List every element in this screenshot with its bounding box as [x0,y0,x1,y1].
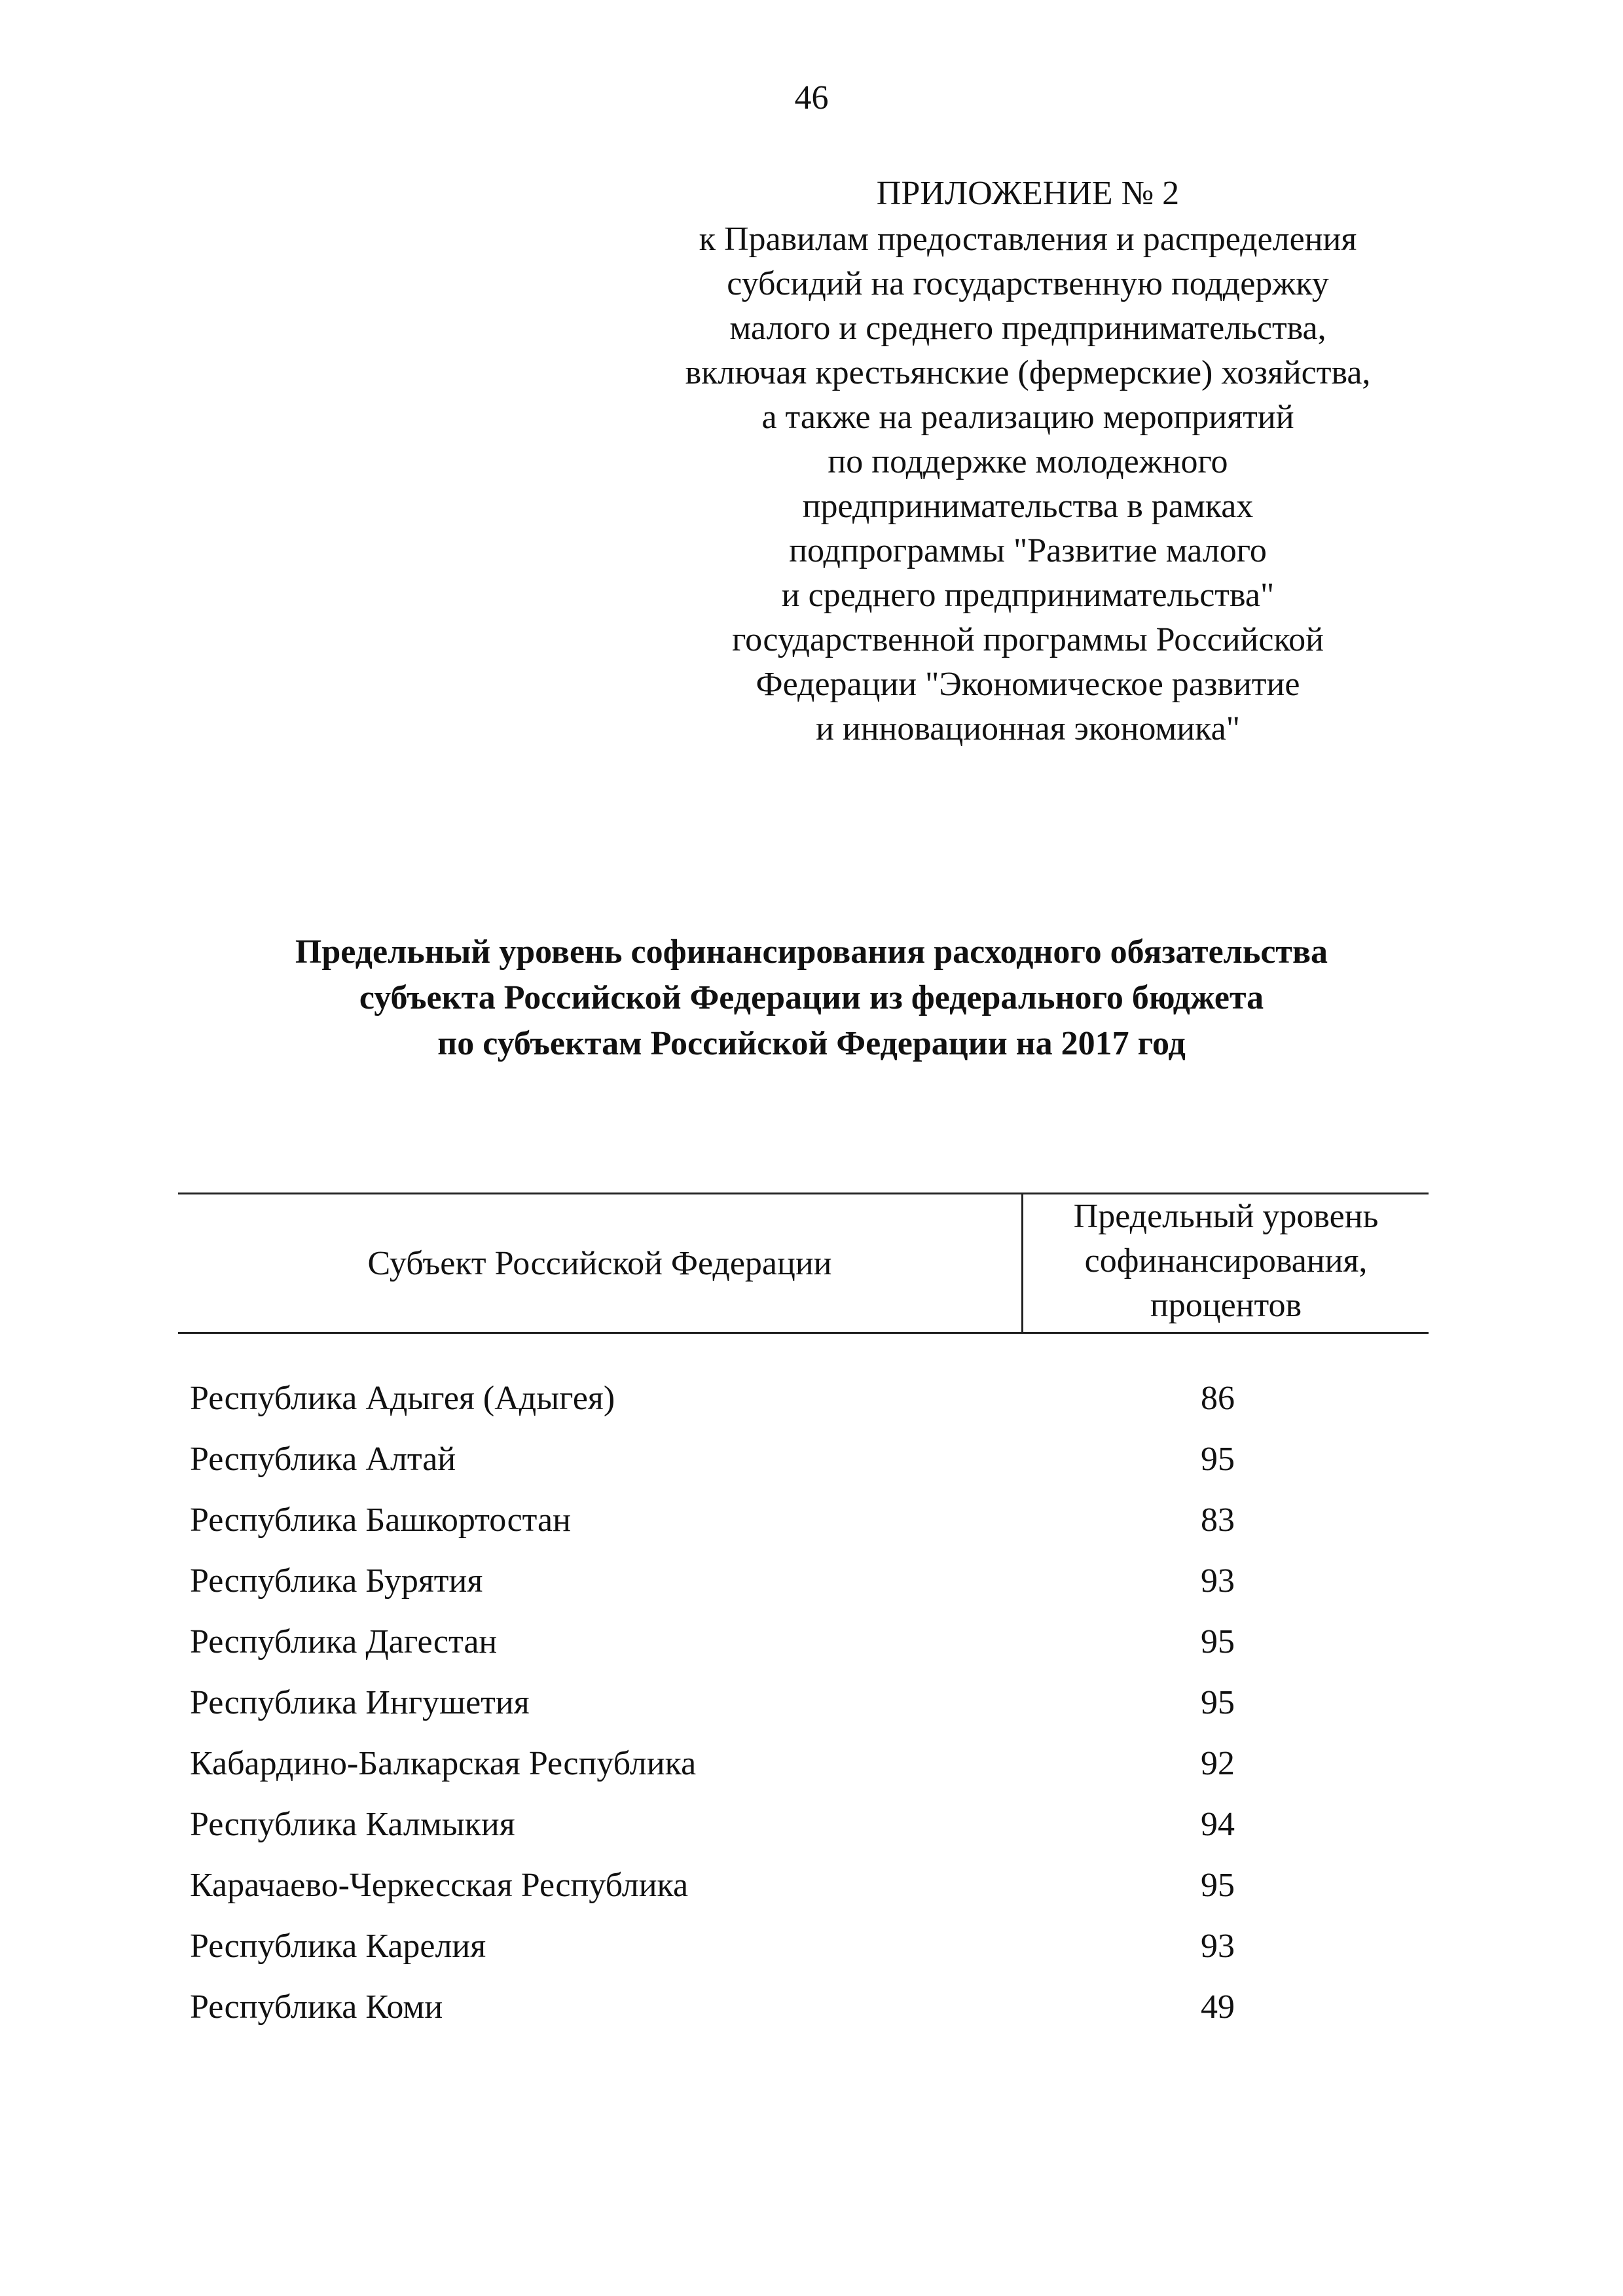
level-cell: 49 [1201,1988,1235,2026]
level-cell: 94 [1201,1806,1235,1843]
subject-cell: Карачаево-Черкесская Республика [190,1867,689,1904]
appendix-line: предпринимательства в рамках [802,488,1254,525]
header-level-line: софинансирования, [1084,1242,1368,1280]
header-subject: Субъект Российской Федерации [178,1194,1023,1332]
table-row [190,1794,1429,1855]
appendix-line: и инновационная экономика" [816,710,1240,747]
table-row [190,1733,1429,1794]
document-title-line: по субъектам Российской Федерации на 2017 год [437,1025,1186,1062]
header-level-line: процентов [1150,1287,1302,1324]
appendix-line: по поддержке молодежного [828,443,1228,480]
table-row [190,1611,1429,1672]
appendix-line: Федерации "Экономическое развитие [756,666,1300,703]
appendix-line: субсидий на государственную поддержку [727,265,1329,302]
subject-cell: Республика Калмыкия [190,1806,515,1843]
subject-cell: Республика Коми [190,1988,443,2026]
appendix-line: государственной программы Российской [732,621,1324,658]
level-cell: 93 [1201,1562,1235,1600]
table-row [190,1368,1429,1429]
appendix-line: и среднего предпринимательства" [781,577,1275,614]
table-row [190,1855,1429,1916]
level-cell: 83 [1201,1501,1235,1539]
level-cell: 95 [1201,1441,1235,1478]
level-cell: 95 [1201,1623,1235,1660]
subject-cell: Республика Бурятия [190,1562,483,1600]
header-level [1023,1194,1429,1332]
appendix-line: к Правилам предоставления и распределения [699,221,1357,258]
appendix-line: малого и среднего предпринимательства, [729,310,1326,347]
table-row [190,1977,1429,2037]
table-header [178,1193,1429,1334]
appendix-block [576,171,1480,751]
appendix-title: ПРИЛОЖЕНИЕ № 2 [876,175,1180,212]
page-number: 46 [794,79,829,117]
table-row [190,1916,1429,1977]
level-cell: 86 [1201,1380,1235,1417]
header-level-line: Предельный уровень [1073,1198,1379,1235]
subject-cell: Республика Дагестан [190,1623,498,1660]
table-row [190,1551,1429,1611]
subject-cell: Республика Карелия [190,1928,486,1965]
document-title-line: субъекта Российской Федерации из федерального бюджета [359,979,1264,1016]
subject-cell: Республика Башкортостан [190,1501,571,1539]
level-cell: 93 [1201,1928,1235,1965]
document-title [131,929,1492,1067]
level-cell: 95 [1201,1684,1235,1721]
appendix-line: подпрограммы "Развитие малого [789,532,1267,569]
table-row [190,1429,1429,1490]
table-body [190,1368,1429,2037]
subject-cell: Республика Алтай [190,1441,456,1478]
table-row [190,1672,1429,1733]
level-cell: 92 [1201,1745,1235,1782]
subject-cell: Кабардино-Балкарская Республика [190,1745,697,1782]
subject-cell: Республика Ингушетия [190,1684,530,1721]
document-title-line: Предельный уровень софинансирования расходного обязательства [295,933,1328,971]
table-row [190,1490,1429,1551]
subject-cell: Республика Адыгея (Адыгея) [190,1380,615,1417]
appendix-line: а также на реализацию мероприятий [761,399,1294,436]
level-cell: 95 [1201,1867,1235,1904]
appendix-line: включая крестьянские (фермерские) хозяйства, [685,354,1371,391]
